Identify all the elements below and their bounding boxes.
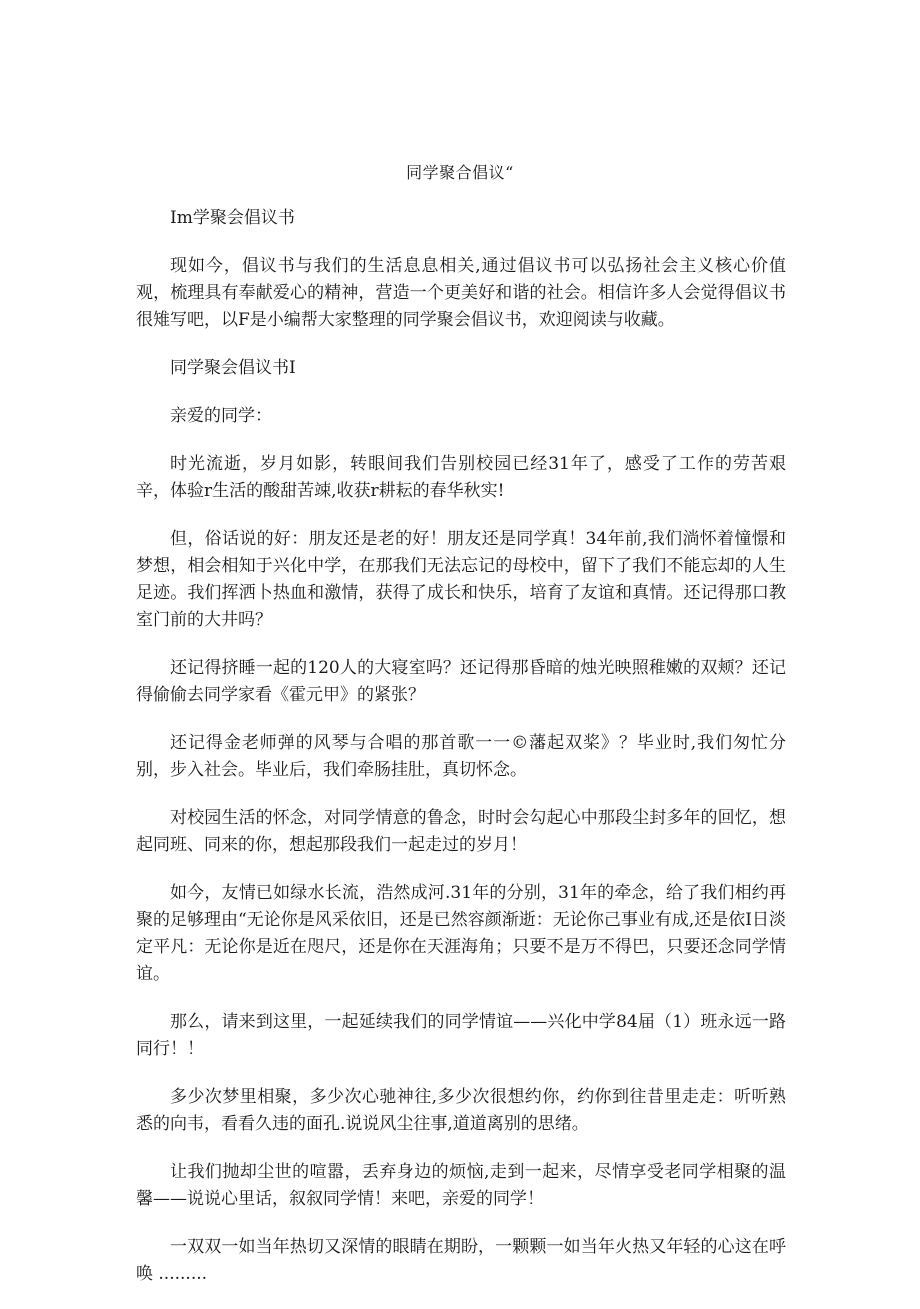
salutation: 亲爱的同学： (170, 406, 272, 426)
body-paragraph: 如今，友情已如绿水长流，浩然成河.31年的分别，31年的牵念，给了我们相约再聚的足够理由“无论你是风采依旧，还是已然容颜渐逝：无论你己事业有成,还是依I日淡定平凡：无论你是近在咫尺，还是你在天涯海角；只要不是万不得巴，只要还念同学情谊。 (136, 883, 786, 984)
body-paragraph: 对校园生活的怀念，对同学情意的鲁念，时时会勾起心中那段尘封多年的回忆，想起同班、同来的你，想起那段我们一起走过的岁月！ (136, 808, 786, 855)
closing-paragraph: 一双双一如当年热切又深情的眼睛在期盼，一颗颗一如当年火热又年轻的心这在呼唤 ......... (136, 1237, 786, 1284)
body-paragraph: 但，俗话说的好：朋友还是老的好！朋友还是同学真！34年前,我们淌怀着憧憬和梦想，相会相知于兴化中学，在那我们无法忘记的母校中，留下了我们不能忘却的人生足迹。我们挥洒卜热血和激情，获得了成长和快乐，培育了友谊和真情。还记得那口教室门前的大井吗？ (136, 529, 786, 630)
section-heading: 同学聚会倡议书I (170, 358, 296, 378)
document-title: 同学聚合倡议“ (406, 163, 514, 182)
subtitle-paragraph: Im学聚会倡议书 (170, 208, 295, 228)
document-body (136, 205, 786, 1309)
body-paragraph: 还记得挤睡一起的120人的大寝室吗？还记得那昏暗的烛光映照稚嫩的双颊？还记得偷偷去同学家看《霍元甲》的紧张？ (136, 658, 786, 705)
body-paragraph: 多少次梦里相聚，多少次心驰神往,多少次很想约你，约你到往昔里走走：听听熟悉的向韦，看看久违的面孔.说说风尘往事,道道离别的思绪。 (136, 1087, 786, 1134)
body-paragraph: 那么，请来到这里，一起延续我们的同学情谊——兴化中学84届（1）班永远一路同行！！ (136, 1012, 786, 1059)
body-paragraph: 还记得金老师弹的风琴与合唱的那首歌一一©藩起双桨》？毕业时,我们匆忙分别，步入社会。毕业后，我们牵肠挂肚，真切怀念。 (136, 733, 786, 780)
intro-paragraph: 现如今，倡议书与我们的生活息息相关,通过倡议书可以弘扬社会主义核心价值观，梳理具有奉献爱心的精神，营造一个更美好和谐的社会。相信许多人会觉得倡议书很雉写吧，以F是小编帮大家整理的同学聚会倡议书，欢迎阅读与收藏。 (136, 256, 786, 330)
body-paragraph: 时光流逝，岁月如影，转眼间我们告别校园已经31年了，感受了工作的劳苦艰辛，体验r生活的酸甜苦竦,收获r耕耘的春华秋实! (136, 454, 786, 501)
body-paragraph: 让我们抛却尘世的喧嚣，丢弃身边的烦恼,走到一起来，尽情享受老同学相聚的温馨——说说心里话，叙叙同学情！来吧，亲爱的同学！ (136, 1162, 786, 1209)
